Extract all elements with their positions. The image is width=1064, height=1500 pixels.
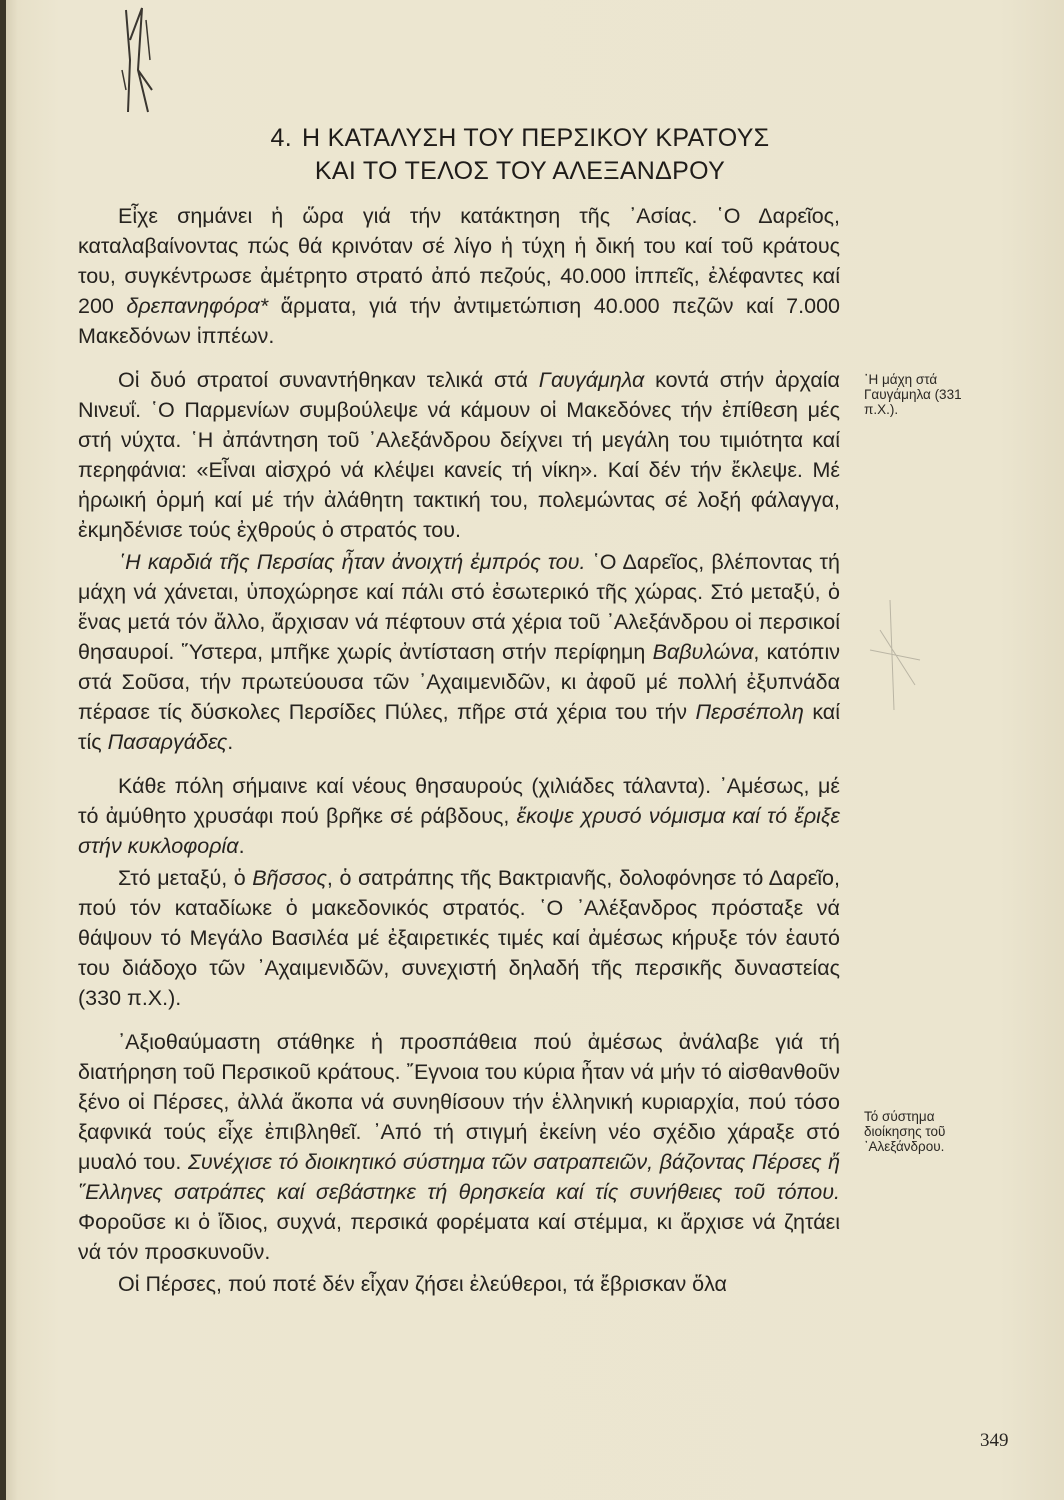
text-segment: . bbox=[238, 834, 245, 858]
italic-text: ἔκοψε χρυσό νόμισμα καί τό ἔριξε στήν κυκλοφορία bbox=[78, 804, 841, 858]
text-segment: Φοροῦσε κι ὁ ἴδιος, συχνά, περσικά φορέματα καί στέμμα, κι ἄρχισε νά ζητάει νά τόν προσκυνοῦν. bbox=[78, 1210, 840, 1264]
paragraph bbox=[78, 201, 840, 351]
text-segment: . bbox=[227, 730, 234, 754]
margin-note-administration: Τό σύστημα διοίκησης τοῦ ᾿Αλεξάνδρου. bbox=[864, 1109, 946, 1154]
paragraph bbox=[78, 365, 840, 545]
chapter-heading bbox=[160, 122, 880, 188]
text-segment: ᾿Αξιοθαύμαστη στάθηκε ἡ προσπάθεια πού ἀμέσως ἀνάλαβε γιά τή διατήρηση τοῦ Περσικοῦ κράτους. ῎Εγνοια του κύρια ἦταν νά μήν τό αἰσθανθοῦν ξένο οἱ Πέρσες, ἀλλά ἄκοπα νά συνηθίσουν τήν ἑλληνική κυριαρχία, πού τόσο ξαφνικά τούς εἶχε ἐπιβληθεῖ. ᾿Από τή στιγμή ἐκείνη νέο σχέδιο χάραξε στό μυαλό του. bbox=[78, 1030, 840, 1174]
italic-text: Συνέχισε τό διοικητικό σύστημα τῶν σατραπειῶν, βάζοντας Πέρσες ἤ ῞Ελληνες σατράπες καί σεβάστηκε τή θρησκεία καί τίς συνήθειες τοῦ τόπου. bbox=[78, 1150, 841, 1204]
paragraph bbox=[78, 547, 840, 757]
paragraph bbox=[78, 1269, 840, 1299]
heading-title-line-1: Η ΚΑΤΑΛΥΣΗ ΤΟΥ ΠΕΡΣΙΚΟΥ ΚΡΑΤΟΥΣ bbox=[301, 124, 770, 152]
text-segment: Οἱ δυό στρατοί συναντήθηκαν τελικά στά bbox=[118, 368, 539, 392]
italic-text: ῾Η καρδιά τῆς Περσίας ἦταν ἀνοιχτή ἐμπρός του. bbox=[118, 550, 586, 574]
text-segment: , ὁ σατράπης τῆς Βακτριανῆς, δολοφόνησε τό Δαρεῖο, πού τόν καταδίωκε ὁ μακεδονικός στρατός. ῾Ο ᾿Αλέξανδρος πρόσταξε νά θάψουν τό Μεγάλο Βασιλέα μέ ἐξαιρετικές τιμές καί ἀμέσως κήρυξε τόν ἑαυτό του διάδοχο τῶν ᾿Αχαιμενιδῶν, συνεχιστή δηλαδή τῆς περσικῆς δυναστείας (330 π.Χ.). bbox=[78, 866, 840, 1010]
text-segment: ἅρματα, γιά τήν ἀντιμετώπιση 40.000 πεζῶν καί 7.000 Μακεδόνων ἱππέων. bbox=[78, 294, 840, 348]
pencil-mark bbox=[840, 590, 950, 720]
text-segment: Στό μεταξύ, ὁ bbox=[118, 866, 253, 890]
main-text bbox=[78, 201, 840, 1299]
text-segment: ῾Ο Δαρεῖος, βλέποντας τή μάχη νά χάνεται, ὑποχώρησε καί πάλι στό ἐσωτερικό τῆς χώρας. Στό μεταξύ, ὁ ἕνας μετά τόν ἄλλο, ἄρχισαν νά πέφτουν στά χέρια τοῦ ᾿Αλεξάνδρου οἱ περσικοί θησαυροί. ῞Υστερα, μπῆκε χωρίς ἀντίσταση στήν περίφημη bbox=[78, 550, 840, 664]
paragraph bbox=[78, 771, 840, 861]
text-segment: Κάθε πόλη σήμαινε καί νέους θησαυρούς (χιλιάδες τάλαντα). ᾿Αμέσως, μέ τό ἀμύθητο χρυσάφι πού βρῆκε σέ ράβδους, bbox=[78, 774, 840, 828]
pen-scribble-mark bbox=[112, 0, 162, 120]
heading-title-line-2: ΚΑΙ ΤΟ ΤΕΛΟΣ ΤΟΥ ΑΛΕΞΑΝΔΡΟΥ bbox=[314, 157, 726, 185]
paragraph bbox=[78, 863, 840, 1013]
heading-number: 4. bbox=[270, 124, 292, 152]
italic-text: δρεπανηφόρα* bbox=[126, 294, 269, 318]
heading-line-1 bbox=[160, 122, 880, 155]
italic-text: Βαβυλώνα bbox=[652, 640, 754, 664]
paragraph bbox=[78, 1027, 840, 1267]
text-segment: καί τίς bbox=[78, 700, 841, 754]
text-segment: κοντά στήν ἀρχαία Νινευΐ. ῾Ο Παρμενίων συμβούλεψε νά κάμουν οἱ Μακεδόνες τήν ἐπίθεση μές στή νύχτα. ῾Η ἀπάντηση τοῦ ᾿Αλεξάνδρου δείχνει τή μεγάλη του τιμιότητα καί περηφάνια: «Εἶναι αἰσχρό νά κλέψει κανείς τή νίκη». Καί δέν τήν ἔκλεψε. Μέ ἡρωική ὁρμή καί μέ τήν ἀλάθητη τακτική του, πολεμώντας σέ λοξή φάλαγγα, ἐκμηδένισε τούς ἐχθρούς ὁ στρατός του. bbox=[78, 368, 840, 542]
margin-note-gaugamela: ῾Η μάχη στά Γαυγάμηλα (331 π.Χ.). bbox=[864, 372, 962, 417]
italic-text: Γαυγάμηλα bbox=[538, 368, 645, 392]
text-segment: Οἱ Πέρσες, πού ποτέ δέν εἶχαν ζήσει ἐλεύθεροι, τά ἔβρισκαν ὅλα bbox=[118, 1272, 727, 1296]
italic-text: Βῆσσος bbox=[252, 866, 327, 890]
page-binding-edge bbox=[0, 0, 6, 1500]
italic-text: Περσέπολη bbox=[695, 700, 804, 724]
page-number: 349 bbox=[980, 1430, 1009, 1451]
italic-text: Πασαργάδες bbox=[107, 730, 228, 754]
text-segment: Εἶχε σημάνει ἡ ὥρα γιά τήν κατάκτηση τῆς ᾿Ασίας. ῾Ο Δαρεῖος, καταλαβαίνοντας πώς θά κρινόταν σέ λίγο ἡ τύχη ἡ δική του καί τοῦ κράτους του, συγκέντρωσε ἀμέτρητο στρατό ἀπό πεζούς, 40.000 ἱππεῖς, ἐλέφαντες καί 200 bbox=[78, 204, 840, 318]
text-segment: , κατόπιν στά Σοῦσα, τήν πρωτεύουσα τῶν ᾿Αχαιμενιδῶν, κι ἀφοῦ μέ πολλή ἐξυπνάδα πέρασε τίς δύσκολες Περσίδες Πύλες, πῆρε στά χέρια του τήν bbox=[78, 640, 840, 724]
